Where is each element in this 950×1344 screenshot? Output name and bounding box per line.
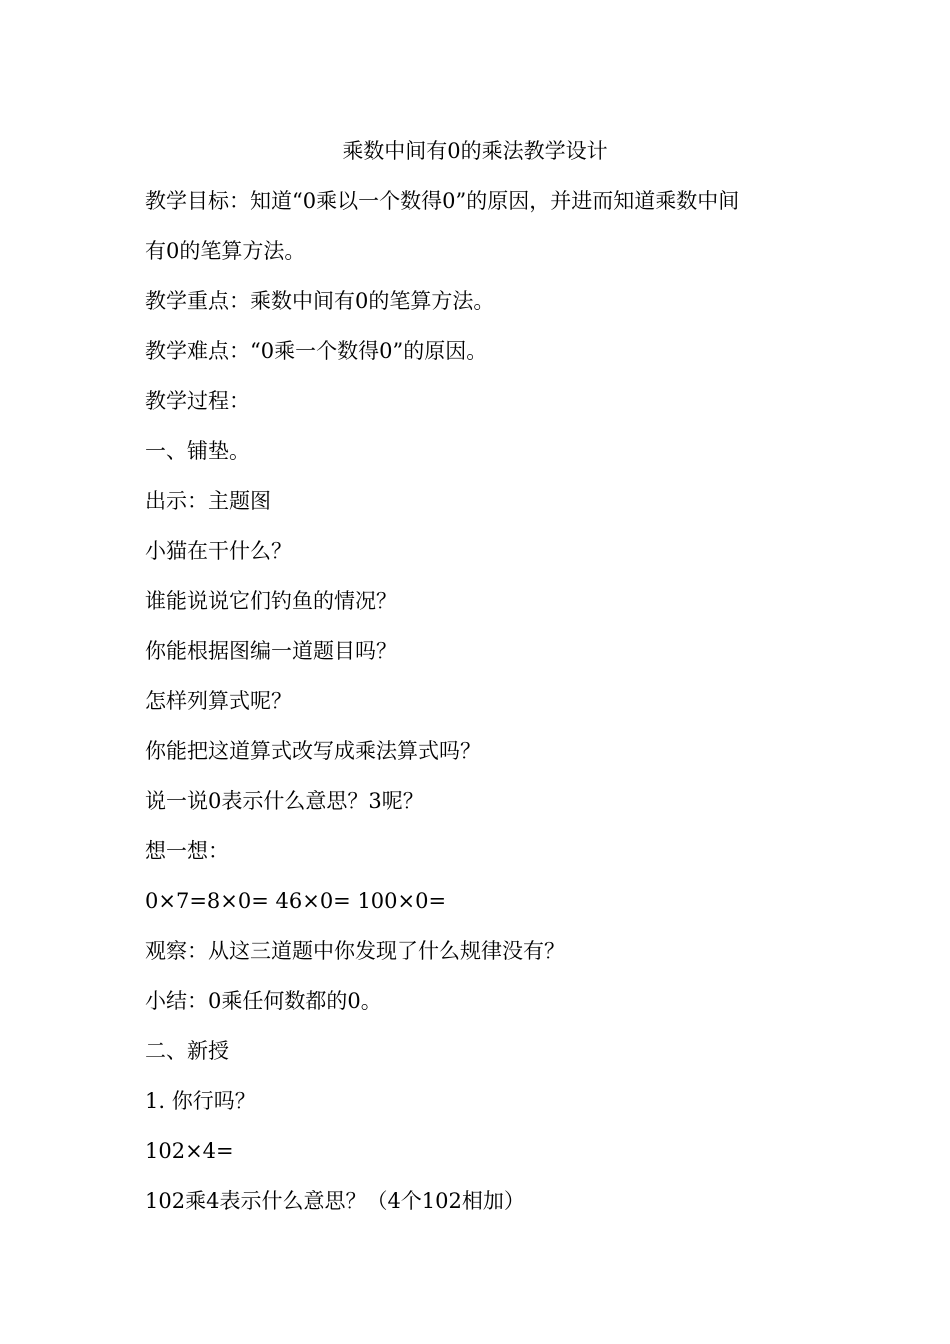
document-title: 乘数中间有0的乘法教学设计 [342, 139, 608, 163]
teaching-process-heading: 教学过程： [145, 389, 250, 413]
summary-line: 小结：0乘任何数都的0。 [145, 989, 382, 1013]
observe-line: 观察：从这三道题中你发现了什么规律没有？ [145, 939, 565, 963]
teaching-goal-line-2: 有0的笔算方法。 [145, 239, 306, 263]
teaching-difficulty: 教学难点：“0乘一个数得0”的原因。 [145, 339, 488, 363]
equation-line: 102×4= [145, 1139, 234, 1163]
think-heading: 想一想： [145, 839, 229, 863]
question-line: 你能根据图编一道题目吗？ [145, 639, 397, 663]
meaning-question-line: 102乘4表示什么意思？（4个102相加） [145, 1189, 525, 1213]
question-line: 小猫在干什么？ [145, 539, 292, 563]
question-line: 说一说0表示什么意思？3呢？ [145, 789, 424, 813]
question-line: 你能把这道算式改写成乘法算式吗？ [145, 739, 481, 763]
section-1-heading: 一、铺垫。 [145, 439, 250, 463]
show-theme-picture: 出示：主题图 [145, 489, 271, 513]
section-2-heading: 二、新授 [145, 1039, 229, 1063]
teaching-focus: 教学重点：乘数中间有0的笔算方法。 [145, 289, 495, 313]
item-1-heading: 1. 你行吗？ [145, 1089, 256, 1113]
question-line: 谁能说说它们钓鱼的情况？ [145, 589, 397, 613]
teaching-goal-line-1: 教学目标：知道“0乘以一个数得0”的原因，并进而知道乘数中间 [145, 189, 740, 213]
equations-line: 0×7=8×0= 46×0= 100×0= [145, 889, 447, 913]
question-line: 怎样列算式呢？ [145, 689, 292, 713]
